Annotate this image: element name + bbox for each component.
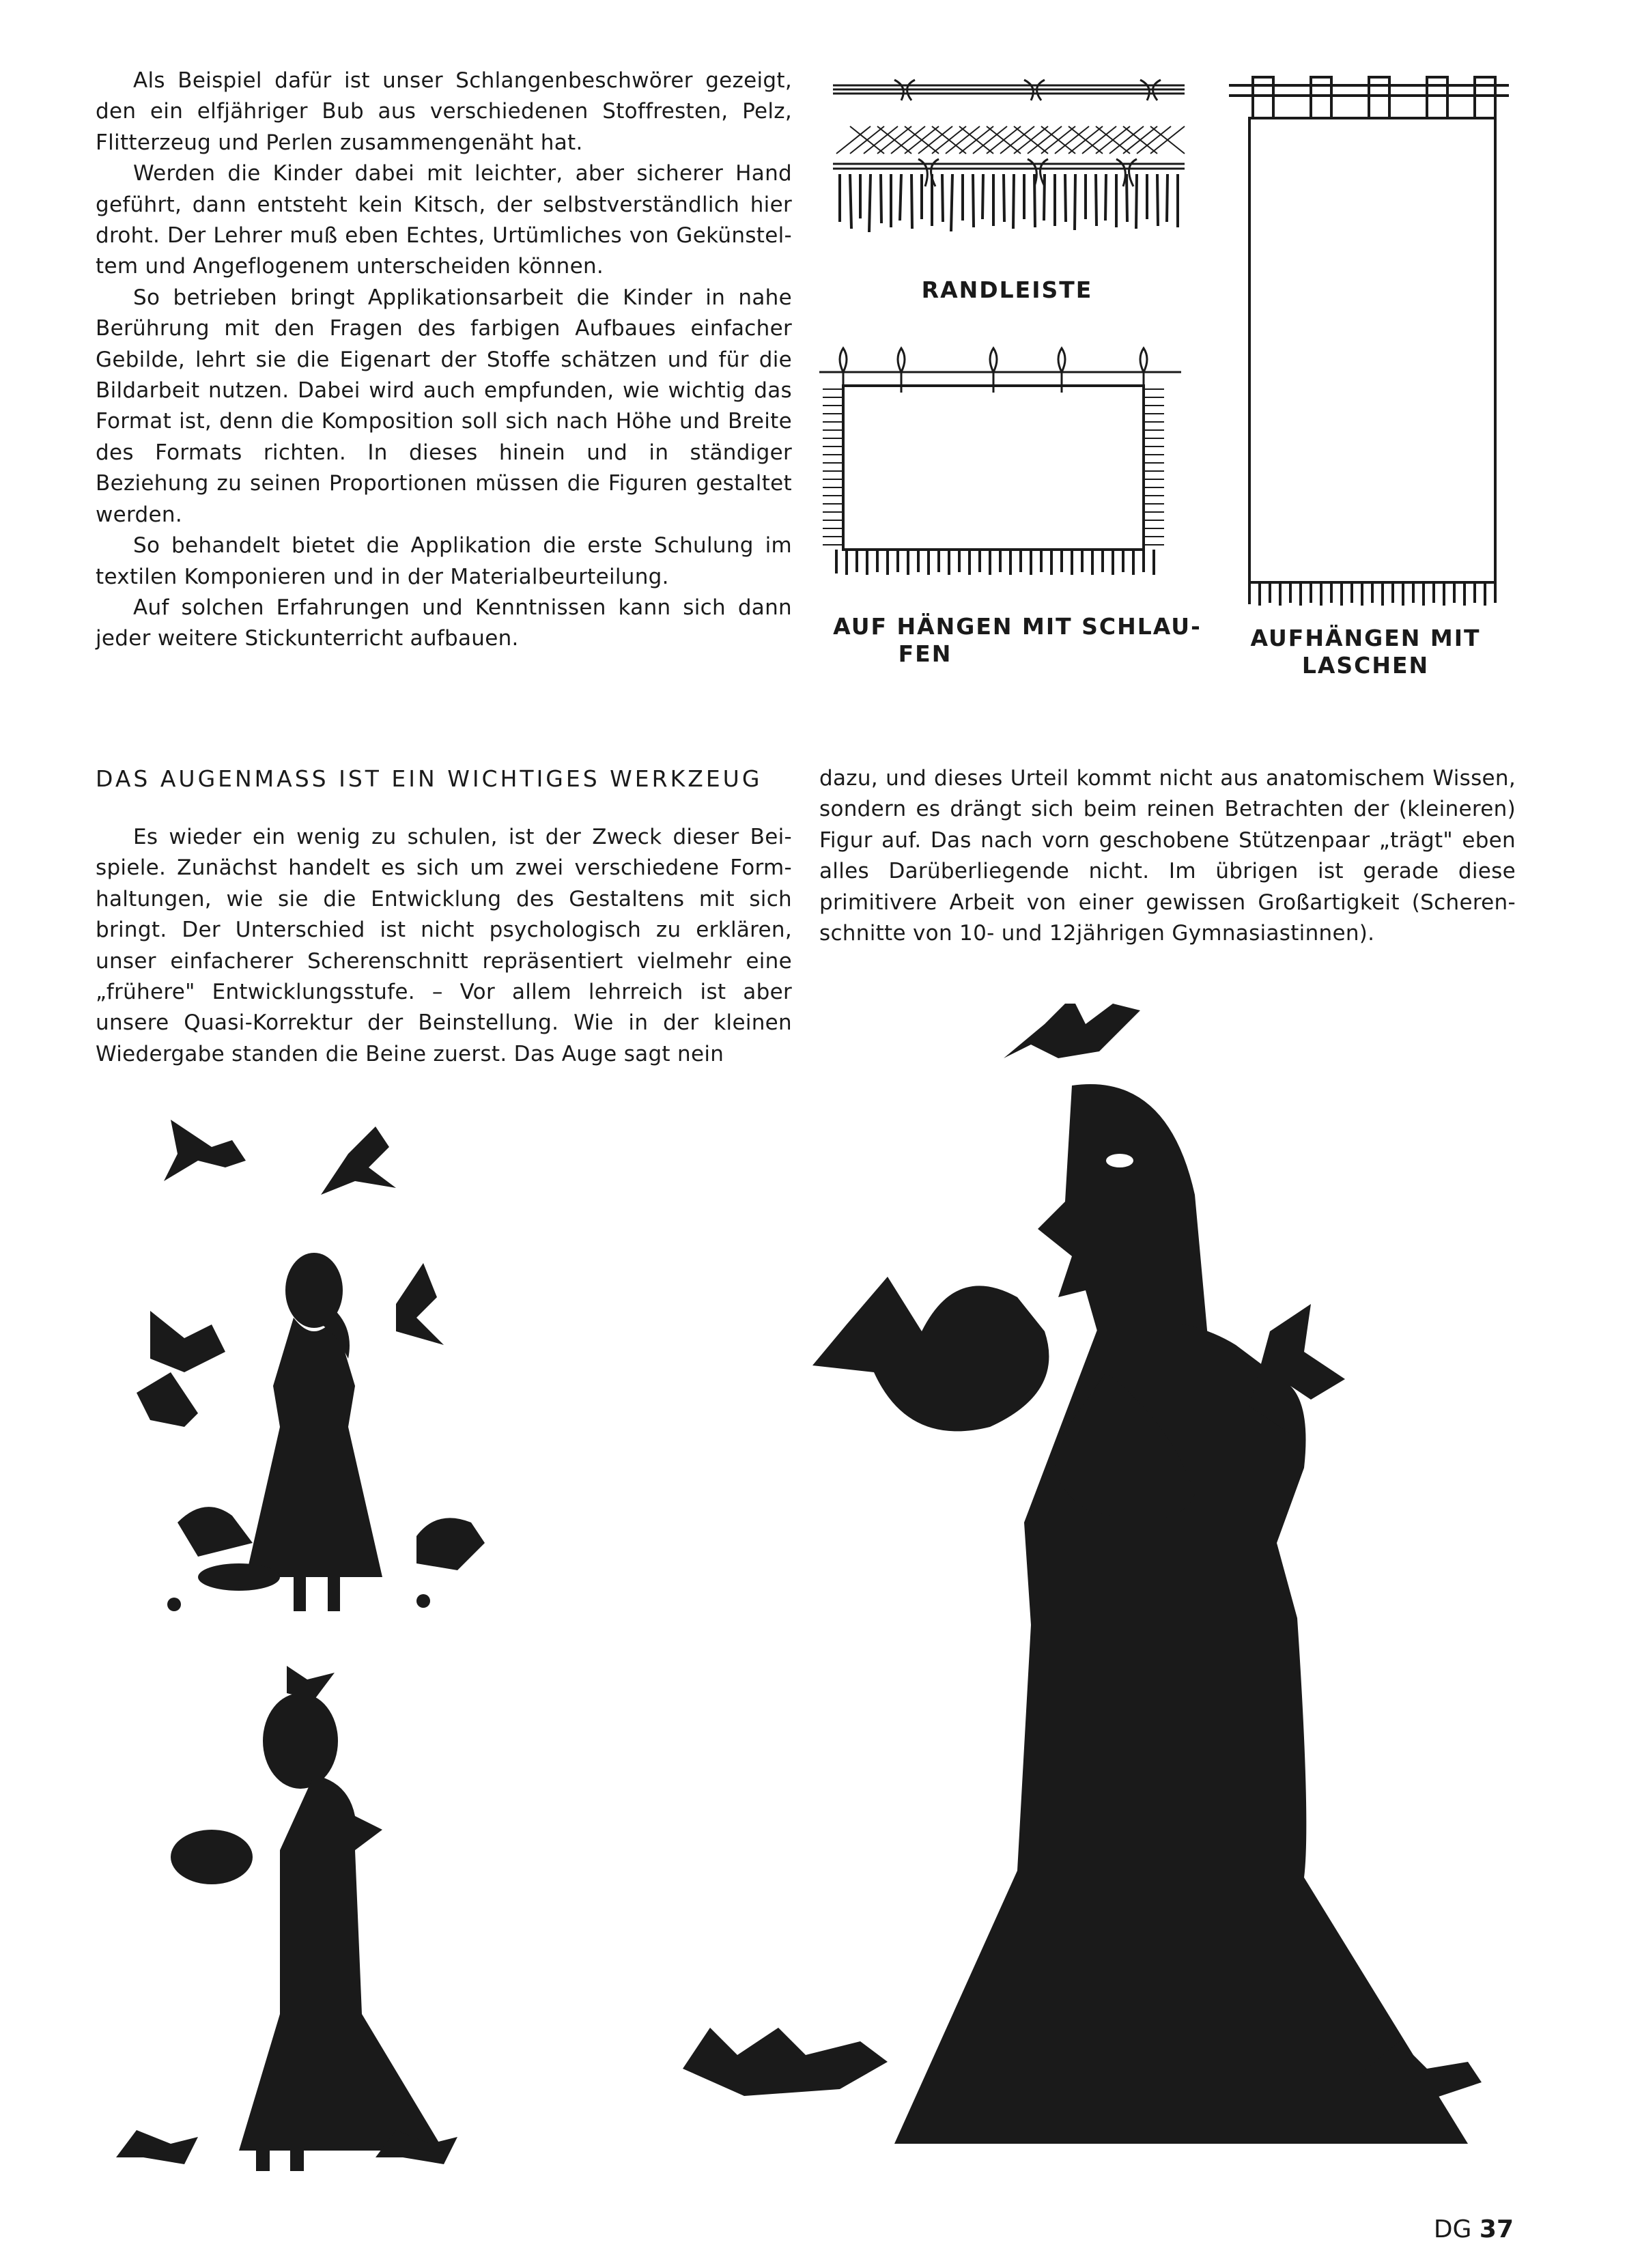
paragraph: So betrieben bringt Applikationsarbeit die Kinder in nahe Berührung mit den Fragen des farbigen Aufbaues einfacher Gebilde, lehrt sie die Eigenart der Stoffe schätzen und für die Bildarbeit nutzen. Dabei wird auch empfunden, wie wichtig das Format ist, denn die Komposition soll sich nach Höhe und Breite des Formats richten. In dieses hinein und in ständiger Beziehung zu seinen Proportionen müssen die Figuren gestaltet werden. [96, 285, 792, 527]
intro-text-column [96, 66, 792, 655]
bird-silhouette [396, 1263, 444, 1345]
paper-cut-illustration [116, 1659, 471, 2178]
bird-silhouette [416, 1518, 485, 1570]
bird-silhouette [683, 2028, 888, 2096]
laschen-drawing [1222, 65, 1509, 611]
bird-silhouette [137, 1372, 198, 1427]
randleiste-drawing [830, 65, 1191, 290]
schlaufen-label-line2: FEN [898, 640, 952, 667]
schlaufen-label-line1: AUF HÄNGEN MIT SCHLAU- [833, 613, 1202, 640]
silhouette-small-woman-basket [116, 1659, 471, 2178]
silhouette-girl-with-birds [109, 1099, 533, 1632]
section-heading: DAS AUGENMASS IST EIN WICHTIGES WERKZEUG [96, 765, 763, 792]
paragraph: Werden die Kinder dabei mit leichter, aber sicherer Hand geführt, dann entsteht kein Kitsch, der selbstverständlich hier droht. Der Lehrer muß eben Echtes, Urtümliches von Gekünstel-tem und Angeflogenem unterscheiden können. [96, 161, 792, 279]
paragraph: dazu, und dieses Urteil kommt nicht aus anatomischem Wissen, sondern es drängt sich beim reinen Betrachten der (kleineren) Figur auf. Das nach vorn geschobene Stützenpaar „trägt" eben alles Darüberliegende nicht. Im übrigen ist gerade diese primitivere Arbeit von einer gewissen Großartigkeit (Scheren-schnitte von 10- und 12jährigen Gymnasiastinnen). [819, 766, 1516, 946]
bird-silhouette [1004, 1004, 1140, 1058]
randleiste-label: RANDLEISTE [921, 277, 1093, 303]
schlaufen-illustration [816, 335, 1219, 683]
page-footer [1434, 2215, 1514, 2243]
paper-cut-illustration [109, 1099, 533, 1632]
laschen-label-line2: LASCHEN [1301, 652, 1430, 679]
laschen-label-line1: AUFHÄNGEN MIT [1250, 625, 1481, 651]
section-right-column [819, 763, 1516, 949]
paragraph: Auf solchen Erfahrungen und Kenntnissen kann sich dann jeder weitere Stickunterricht aufbauen. [96, 595, 792, 651]
bird-silhouette [116, 2130, 198, 2164]
paper-cut-illustration [655, 1004, 1509, 2151]
schlaufen-drawing [816, 335, 1198, 594]
bird-silhouette [150, 1311, 225, 1372]
paragraph: Als Beispiel dafür ist unser Schlangenbeschwörer gezeigt, den ein elfjähriger Bub aus verschiedenen Stoffresten, Pelz, Flitterzeug und Perlen zusammengenäht hat. [96, 68, 792, 155]
bird-silhouette [178, 1507, 253, 1557]
laschen-illustration [1222, 65, 1523, 693]
paragraph: Es wieder ein wenig zu schulen, ist der Zweck dieser Bei-spiele. Zunächst handelt es sich um zwei verschiedene Form-haltungen, wie sie die Entwicklung des Gestaltens mit sich bringt. Der Unterschied ist nicht psychologisch zu erklären, unser einfacherer Scherenschnitt repräsentiert vielmehr eine „frühere" Entwicklungsstufe. – Vor allem lehrreich ist aber unsere Quasi-Korrektur der Beinstellung. Wie in der kleinen Wiedergabe standen die Beine zuerst. Das Auge sagt nein [96, 825, 792, 1066]
randleiste-illustration [830, 65, 1191, 324]
footer-label: DG [1433, 2215, 1472, 2243]
bird-silhouette [321, 1126, 396, 1195]
paragraph: So behandelt bietet die Applikation die erste Schulung im textilen Komponieren und in der Materialbeurteilung. [96, 533, 792, 589]
silhouette-large-woman-basket [655, 1004, 1509, 2151]
bird-silhouette [164, 1120, 246, 1181]
page-number: 37 [1479, 2215, 1514, 2243]
